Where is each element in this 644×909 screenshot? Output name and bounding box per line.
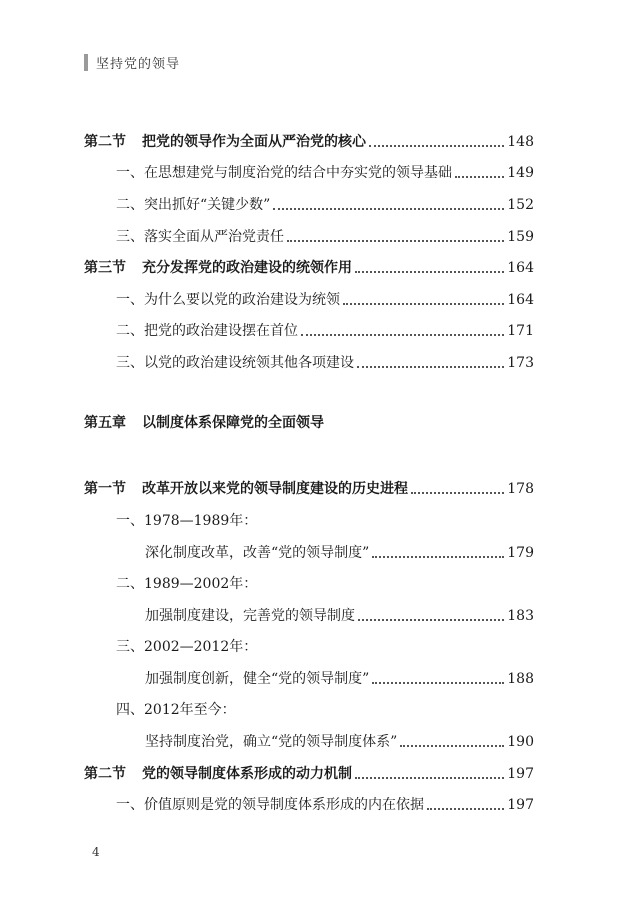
toc-chapter-heading[interactable] [84, 413, 324, 433]
toc-subentry[interactable] [116, 223, 534, 247]
page-number: 171 [507, 323, 534, 339]
subheading-label: 三、2002—2012年： [116, 639, 258, 655]
page-number: 164 [507, 260, 534, 276]
page-number: 179 [507, 545, 534, 561]
section-number: 第三节 [84, 260, 126, 276]
toc-subentry[interactable] [116, 191, 534, 215]
toc-subheading [116, 633, 257, 657]
subentry-title: 三、落实全面从严治党责任 [116, 229, 284, 245]
toc-subentry[interactable] [116, 159, 534, 183]
toc-section-entry[interactable] [84, 128, 534, 152]
subentry-title: 坚持制度治党，确立“党的领导制度体系” [145, 734, 398, 750]
section-number: 第二节 [84, 134, 126, 150]
toc-subentry[interactable] [145, 602, 534, 626]
subheading-label: 四、2012年至今： [116, 702, 236, 718]
subheading-label: 一、1978—1989年： [116, 513, 258, 529]
leader-dots [355, 777, 504, 779]
header-title: 坚持党的领导 [96, 56, 181, 72]
leader-dots [355, 271, 504, 273]
leader-dots [357, 366, 504, 368]
section-title: 党的领导制度体系形成的动力机制 [142, 766, 352, 782]
toc-subheading [116, 570, 257, 594]
toc-subentry[interactable] [145, 539, 534, 563]
leader-dots [372, 682, 504, 684]
toc-subentry[interactable] [145, 728, 534, 752]
subentry-title: 三、以党的政治建设统领其他各项建设 [116, 355, 354, 371]
page-number: 197 [507, 797, 534, 813]
leader-dots [358, 619, 504, 621]
section-number: 第二节 [84, 766, 126, 782]
toc-subentry[interactable] [116, 791, 534, 815]
leader-dots [411, 492, 504, 494]
page-number: 183 [507, 608, 534, 624]
leader-dots [287, 240, 504, 242]
page-number: 197 [507, 766, 534, 782]
page-number: 173 [507, 355, 534, 371]
subentry-title: 二、突出抓好“关键少数” [116, 197, 271, 213]
leader-dots [427, 808, 504, 810]
leader-dots [369, 145, 504, 147]
toc-section-entry[interactable] [84, 254, 534, 278]
section-number: 第一节 [84, 481, 126, 497]
leader-dots [301, 334, 504, 336]
toc-subentry[interactable] [145, 665, 534, 689]
toc-subentry[interactable] [116, 317, 534, 341]
section-title: 充分发挥党的政治建设的统领作用 [142, 260, 352, 276]
chapter-number: 第五章 [84, 415, 126, 431]
toc-subheading [116, 696, 236, 720]
running-header [84, 52, 180, 72]
subentry-title: 一、价值原则是党的领导制度体系形成的内在依据 [116, 797, 424, 813]
header-bar [84, 54, 88, 71]
page-number: 152 [507, 197, 534, 213]
page-number: 148 [507, 134, 534, 150]
page-number: 159 [507, 229, 534, 245]
leader-dots [400, 745, 504, 747]
page-number: 188 [507, 671, 534, 687]
subentry-title: 二、把党的政治建设摆在首位 [116, 323, 298, 339]
footer-page-number: 4 [92, 845, 100, 859]
leader-dots [455, 176, 504, 178]
subentry-title: 加强制度建设，完善党的领导制度 [145, 608, 355, 624]
subheading-label: 二、1989—2002年： [116, 576, 258, 592]
subentry-title: 一、为什么要以党的政治建设为统领 [116, 292, 340, 308]
page-number: 164 [507, 292, 534, 308]
toc-subentry[interactable] [116, 349, 534, 373]
toc-subentry[interactable] [116, 286, 534, 310]
leader-dots [372, 556, 504, 558]
subentry-title: 加强制度创新，健全“党的领导制度” [145, 671, 370, 687]
toc-subheading [116, 507, 257, 531]
section-title: 改革开放以来党的领导制度建设的历史进程 [142, 481, 408, 497]
page-number: 178 [507, 481, 534, 497]
leader-dots [343, 303, 504, 305]
page-number: 149 [507, 165, 534, 181]
toc-section-entry[interactable] [84, 760, 534, 784]
subentry-title: 一、在思想建党与制度治党的结合中夯实党的领导基础 [116, 165, 452, 181]
page-number: 190 [507, 734, 534, 750]
toc-section-entry[interactable] [84, 475, 534, 499]
chapter-title: 以制度体系保障党的全面领导 [142, 415, 324, 431]
section-title: 把党的领导作为全面从严治党的核心 [142, 134, 366, 150]
subentry-title: 深化制度改革，改善“党的领导制度” [145, 545, 370, 561]
leader-dots [273, 208, 504, 210]
